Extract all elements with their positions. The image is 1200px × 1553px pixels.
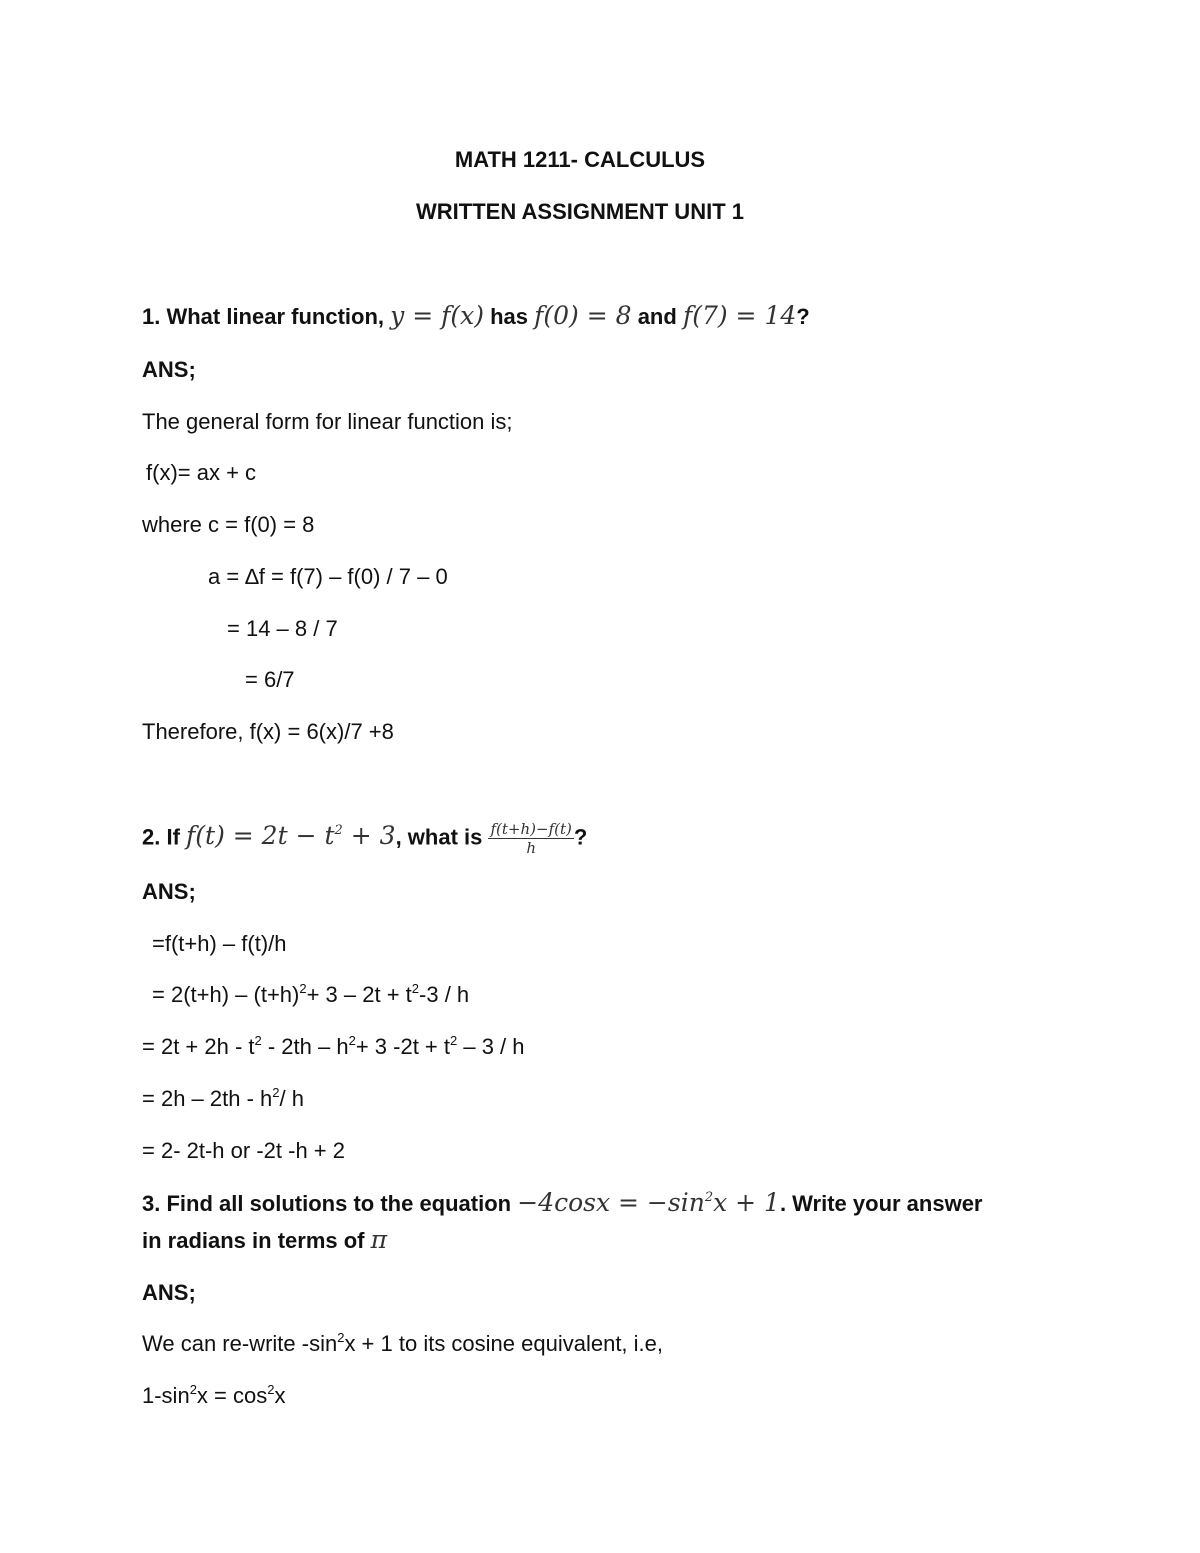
q1-word-and: and [637, 304, 677, 329]
a1-line-formula: f(x)= ax + c [146, 460, 257, 485]
q1-word-has: has [490, 304, 529, 329]
q1-expr-y-equals-fx: y = f(x) [390, 301, 484, 330]
a1-line-a-substitute: = 14 – 8 / 7 [227, 616, 338, 641]
q2-suffix: ? [573, 824, 588, 850]
assignment-title: WRITTEN ASSIGNMENT UNIT 1 [416, 199, 744, 224]
a1-line-general-form: The general form for linear function is; [142, 409, 513, 434]
a2-line-4: = $2h - 2th - h^2/$ h [142, 1084, 304, 1111]
q3-expr-equation: $-4\cos x = -\sin^2x + 1$ [517, 1188, 780, 1217]
answer-label-3: ANS; [142, 1280, 196, 1305]
a1-line-a-definition: a = ∆f = f(7) – f(0) / 7 – 0 [208, 564, 448, 589]
a2-line-1: =f(t+h) – f(t)/h [152, 931, 287, 956]
q3-suffix: . Write your answer [779, 1191, 983, 1216]
question-2 [142, 820, 587, 857]
a2-line-2: = $2(t+h) - (t+h)^2+ 3 - 2t + t^2-3 / h$ [152, 980, 470, 1007]
a1-line-c-value: where c = f(0) = 8 [142, 512, 315, 537]
q2-frac-numerator: f(t+h)−f(t) [490, 820, 572, 838]
course-title: MATH 1211- CALCULUS [454, 147, 706, 172]
q1-expr-f0: f(0) = 8 [534, 301, 632, 330]
q2-difference-quotient [488, 820, 573, 857]
question-2-prefix: 2. If [142, 824, 180, 850]
a3-line-2: $1-\sin^2x = \cos^2x$ [142, 1381, 286, 1408]
q2-expr-ft: $f(t) = 2t - t^2 + 3$ [186, 821, 396, 851]
a1-line-conclusion: Therefore, f(x) = 6(x)/7 +8 [142, 719, 394, 744]
q1-suffix: ? [796, 304, 810, 329]
q2-mid: , what is [395, 824, 483, 850]
question-1 [142, 301, 810, 332]
a3-line-1: We can re-write $-\sin^2x + 1$ to its cosine equivalent, i.e, [142, 1329, 664, 1356]
question-3 [142, 1188, 983, 1219]
question-3-line-2: in radians in terms of π [142, 1225, 388, 1254]
a2-line-3: = $2t + 2h - t^2 - 2th - h^2+ 3$ $-2t + t^2 - 3 / h$ [142, 1032, 525, 1059]
q1-expr-f7: f(7) = 14 [682, 301, 797, 330]
question-1-prefix: 1. What linear function, [142, 304, 385, 329]
answer-label-2: ANS; [142, 879, 196, 904]
answer-label-1: ANS; [142, 357, 196, 382]
pi-symbol: π [370, 1225, 388, 1254]
a1-line-a-result: = 6/7 [245, 667, 295, 692]
question-3-prefix: 3. Find all solutions to the equation [142, 1191, 512, 1216]
a2-line-5: = 2- 2t-h or -2t -h + 2 [142, 1138, 345, 1163]
q2-frac-denominator: h [526, 839, 536, 857]
